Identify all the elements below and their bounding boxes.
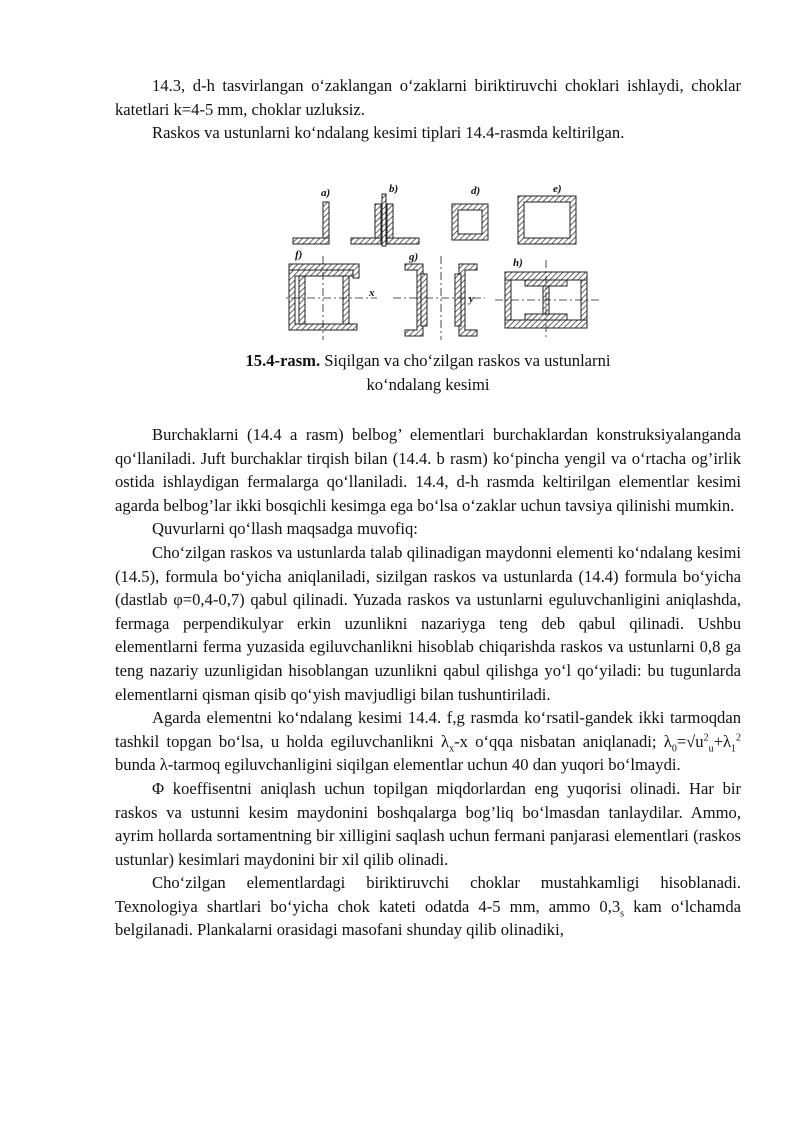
p6-part-b: -x o‘qqa nisbatan aniqlanadi; λ xyxy=(454,731,672,751)
body-text-block xyxy=(115,423,741,942)
p6-sup-2b: 2 xyxy=(736,732,741,744)
paragraph-3: Burchaklarni (14.4 a rasm) belbog’ elementlari burchaklardan konstruksiyalanganda qo‘llaniladi. Juft burchaklar tirqish bilan (14.4. b rasm) ko‘pincha yengil va o‘rtacha og’irlik ostida ishlaydigan fermalarga qo‘llaniladi. 14.4, d-h rasmda keltirilgan elementlar kesimi agarda belbog’lar ikki bosqichli kesimga ega bo‘lsa o‘zaklar uchun tavsiya qilinishi mumkin. xyxy=(115,425,741,515)
label-a: a) xyxy=(321,187,331,199)
paragraph-2: Raskos va ustunlarni ko‘ndalang kesimi tiplari 14.4-rasmda keltirilgan. xyxy=(152,123,625,143)
p6-sub-x: x xyxy=(449,743,455,755)
label-d: d) xyxy=(471,185,481,197)
label-b: b) xyxy=(389,183,399,195)
section-b-double-angle xyxy=(351,194,419,246)
axis-label-y: y xyxy=(469,293,474,305)
paragraph-6 xyxy=(115,706,741,777)
p6-sub-u: u xyxy=(708,743,714,755)
p6-sup-2: 2 xyxy=(703,732,709,744)
axis-label-x: x xyxy=(369,287,375,299)
caption-line-2: ko‘ndalang kesimi xyxy=(366,374,490,394)
p6-sub-0: 0 xyxy=(671,743,677,755)
p8-sub-s: s xyxy=(620,908,625,920)
paragraph-7: Φ koeffisentni aniqlash uchun topilgan miqdorlardan eng yuqorisi olinadi. Har bir raskos va ustunni kesim maydonini boshqalarga bog’liq bo‘lmasdan tanlaydilar. Ammo, ayrim hollarda sortamentning bir xilligini saqlash uchun fermani panjarasi elementlari (raskos ustunlar) kesimlari maydonini bir xil qilib olinadi. xyxy=(115,778,741,869)
label-h: h) xyxy=(513,257,523,269)
paragraph-1: 14.3, d-h tasvirlangan o‘zaklangan o‘zaklarni biriktiruvchi choklari ishlaydi, choklar katetlari k=4-5 mm, choklar uzluksiz. xyxy=(115,76,741,119)
caption-line-1: Siqilgan va cho‘zilgan raskos va ustunlarni xyxy=(320,351,611,370)
figure-caption xyxy=(115,349,741,396)
section-d-square-tube xyxy=(452,204,488,240)
cross-section-figure xyxy=(285,182,625,342)
p6-sub-1: 1 xyxy=(731,743,736,755)
p6-part-e: bunda λ-tarmoq egiluvchanligini siqilgan elementlar uchun 40 dan yuqori bo‘lmaydi. xyxy=(115,755,681,775)
section-f-two-channels xyxy=(289,264,359,330)
label-f: f) xyxy=(295,249,303,261)
top-text-block xyxy=(115,74,741,145)
label-g: g) xyxy=(409,251,419,263)
paragraph-4: Quvurlarni qo‘llash maqsadga muvofiq: xyxy=(152,519,418,539)
p6-part-d: +λ xyxy=(713,731,731,751)
p6-part-c: =√u xyxy=(676,731,704,751)
label-e: e) xyxy=(553,183,562,195)
p8-part-b: kam o‘lchamda belgilanadi. Plankalarni orasidagi masofani shunday qilib olinadiki, xyxy=(115,896,741,940)
paragraph-5: Cho‘zilgan raskos va ustunlarda talab qilinadigan maydonni elementi ko‘ndalang kesimi (14.5), formula bo‘yicha aniqlaniladi, sizilgan raskos va ustunlarda (14.4) formula bo‘yicha (dastlab φ=0,4-0,7) qabul qilinadi. Yuzada raskos va ustunlarni eguluvchanligini aniqlashda, fermaga perpendikulyar erkin uzunlikni nazariyga teng deb qabul qilinadi. Ushbu elementlarni ferma yuzasida egiluvchanlikni hisoblab chiqarishda raskos va ustunlarni 0,8 ga teng nazariy uzunligidan hisoblangan uzunlikni qabul qilishga yo‘l qo‘yiladi: bu tugunlarda elementlarni qisman qisib qo‘yish mavjudligi bilan tushuntiriladi. xyxy=(115,542,741,704)
p8-part-a: Cho‘zilgan elementlardagi biriktiruvchi choklar mustahkamligi hisoblanadi. Texnologiya shartlari bo‘yicha chok kateti odatda 4-5 mm, ammo 0,3 xyxy=(115,873,741,916)
paragraph-8 xyxy=(115,871,741,942)
p6-part-a: Agarda elementni ko‘ndalang kesimi 14.4. f,g rasmda ko‘rsatil-gandek ikki tarmoqdan tashkil topgan bo‘lsa, u holda egiluvchanlikni λ xyxy=(115,708,741,751)
caption-number: 15.4-rasm. xyxy=(245,351,321,370)
section-e-square-tube xyxy=(518,196,576,244)
section-a-single-angle xyxy=(293,202,329,244)
